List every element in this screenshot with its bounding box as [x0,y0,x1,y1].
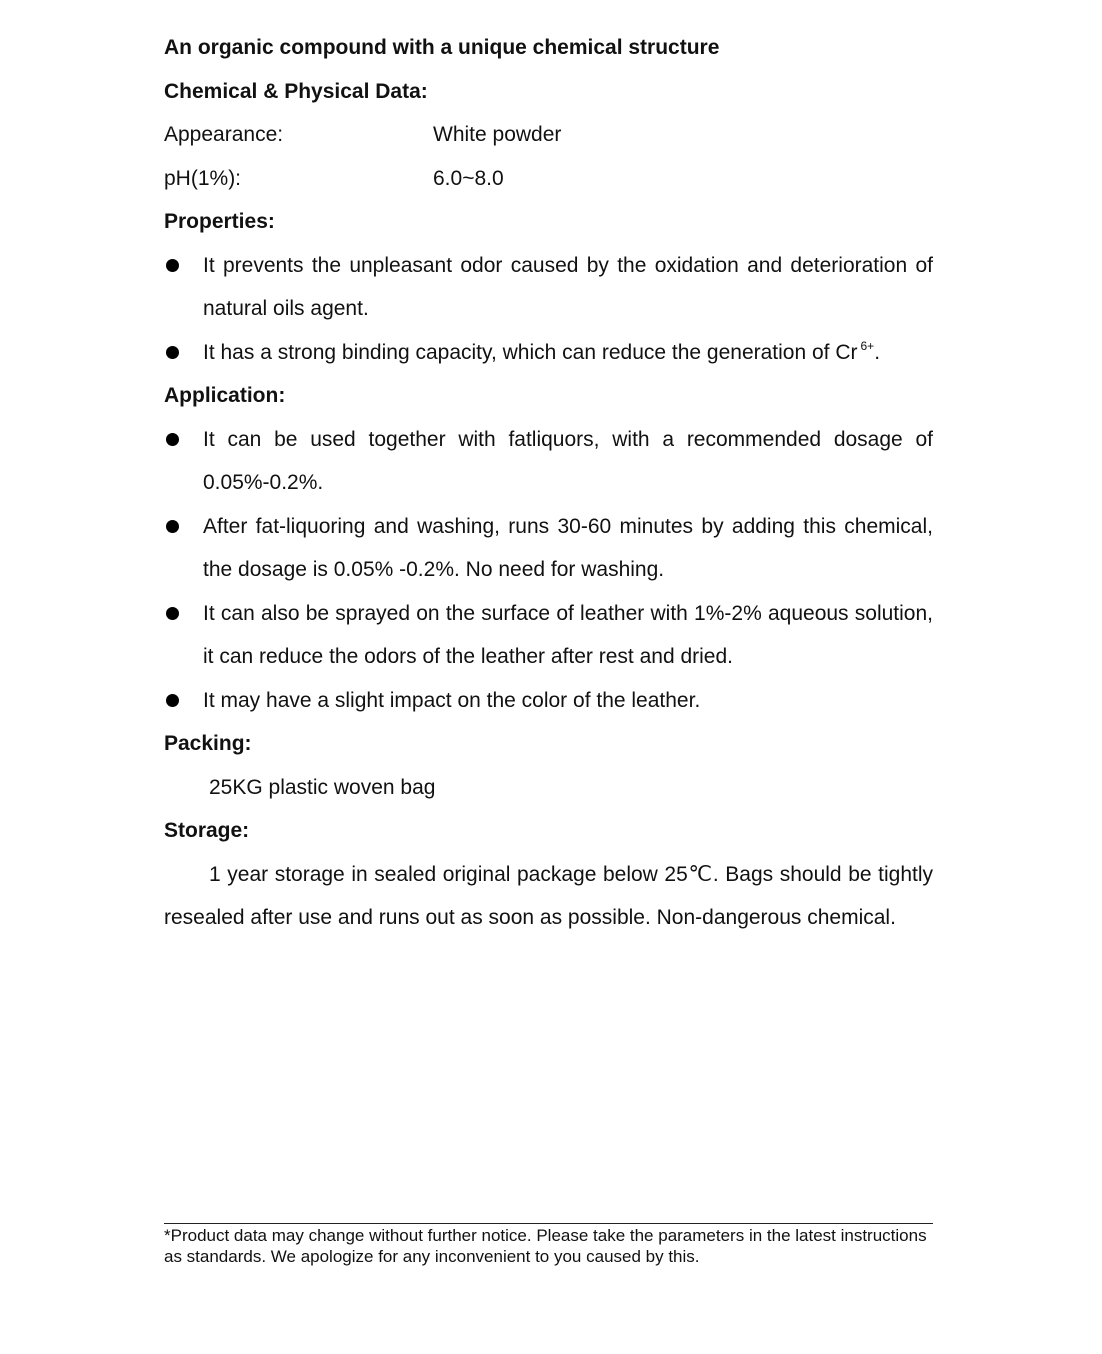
application-heading: Application: [164,384,286,407]
list-item [164,244,933,331]
list-item [164,679,933,723]
list-item [164,331,933,375]
storage-text: 1 year storage in sealed original package below 25℃. Bags should be tightly resealed after use and runs out as soon as possible. Non-dangerous chemical. [164,862,933,929]
bullet-icon [166,607,179,620]
document-body [164,26,933,940]
superscript: 6+ [860,338,875,353]
properties-heading: Properties: [164,210,275,233]
bullet-icon [166,433,179,446]
list-item-end: . [874,340,881,364]
appearance-row [164,113,933,157]
chem-data-heading: Chemical & Physical Data: [164,79,428,103]
list-item-text: After fat-liquoring and washing, runs 30-60 minutes by adding this chemical, the dosage is 0.05% -0.2%. No need for washing. [203,514,933,581]
footer-divider [164,1223,933,1224]
list-item-text: It prevents the unpleasant odor caused by the oxidation and deterioration of natural oils agent. [203,253,933,320]
list-item [164,505,933,592]
list-item-text: It can be used together with fatliquors, with a recommended dosage of 0.05%-0.2%. [203,427,933,494]
appearance-label: Appearance: [164,123,284,146]
packing-text: 25KG plastic woven bag [209,775,436,799]
footer-disclaimer: *Product data may change without further notice. Please take the parameters in the latest instructions as standards. We apologize for any inconvenient to you caused by this. [164,1226,927,1266]
ph-value: 6.0~8.0 [433,166,504,190]
document-title: An organic compound with a unique chemical structure [164,36,720,59]
list-item [164,418,933,505]
ph-row [164,157,933,201]
bullet-icon [166,520,179,533]
packing-heading: Packing: [164,732,252,755]
list-item [164,592,933,679]
list-item-text: It may have a slight impact on the color of the leather. [203,688,701,712]
list-item-text: It has a strong binding capacity, which can reduce the generation of Cr [203,340,858,364]
ph-label: pH(1%): [164,166,242,190]
bullet-icon [166,694,179,707]
footer [164,1223,933,1267]
bullet-icon [166,259,179,272]
appearance-value: White powder [433,123,562,146]
bullet-icon [166,346,179,359]
list-item-text: It can also be sprayed on the surface of leather with 1%-2% aqueous solution, it can reduce the odors of the leather after rest and dried. [203,601,933,668]
storage-heading: Storage: [164,819,250,842]
